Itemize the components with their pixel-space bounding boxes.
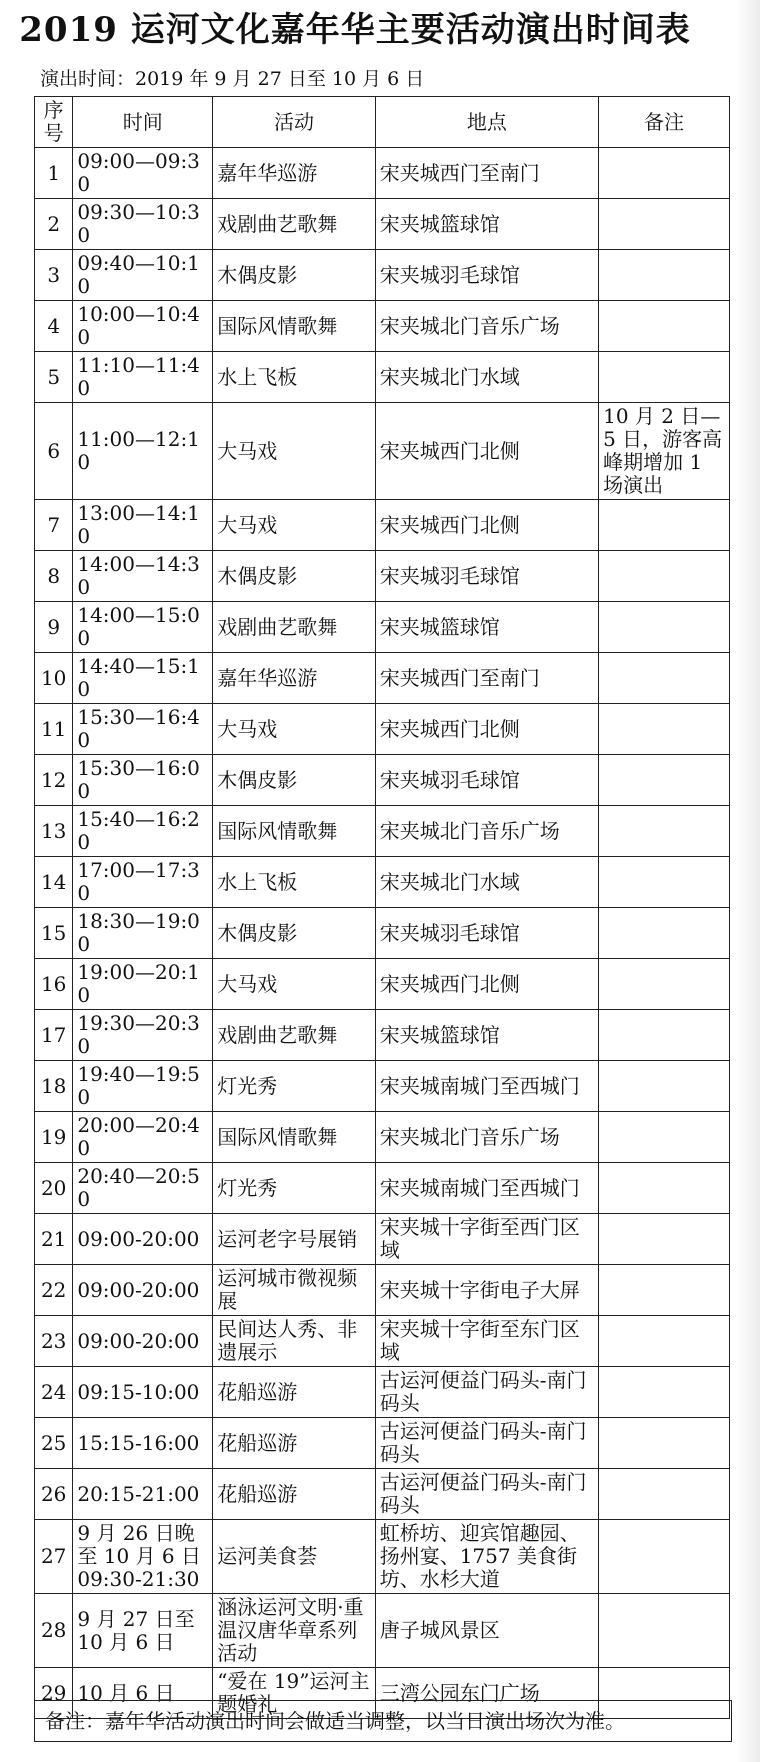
cell-location: 古运河便益门码头-南门码头 — [375, 1418, 598, 1469]
cell-location: 宋夹城北门音乐广场 — [375, 301, 598, 352]
table-row — [35, 301, 730, 352]
table-row — [35, 653, 730, 704]
cell-time: 14:00—14:30 — [73, 551, 213, 602]
cell-time: 11:00—12:10 — [73, 403, 213, 500]
header-time: 时间 — [73, 97, 213, 148]
table-row — [35, 1316, 730, 1367]
cell-location: 虹桥坊、迎宾馆趣园、扬州宴、1757 美食街坊、水杉大道 — [375, 1520, 598, 1594]
cell-location: 宋夹城西门北侧 — [375, 500, 598, 551]
cell-no: 2 — [35, 199, 73, 250]
cell-time: 15:30—16:40 — [73, 704, 213, 755]
cell-location: 宋夹城羽毛球馆 — [375, 551, 598, 602]
cell-no: 16 — [35, 959, 73, 1010]
table-row — [35, 551, 730, 602]
cell-remark — [599, 1418, 730, 1469]
cell-time: 9 月 27 日至 10 月 6 日 — [73, 1594, 213, 1668]
cell-location: 宋夹城篮球馆 — [375, 1010, 598, 1061]
cell-time: 10 月 6 日 — [73, 1668, 213, 1719]
cell-time: 15:40—16:20 — [73, 806, 213, 857]
cell-time: 15:15-16:00 — [73, 1418, 213, 1469]
cell-remark — [599, 602, 730, 653]
table-row — [35, 1061, 730, 1112]
cell-location: 宋夹城西门北侧 — [375, 959, 598, 1010]
cell-remark: 10 月 2 日—5 日，游客高峰期增加 1 场演出 — [599, 403, 730, 500]
cell-remark — [599, 301, 730, 352]
cell-location: 宋夹城北门水域 — [375, 857, 598, 908]
cell-activity: 大马戏 — [213, 500, 375, 551]
cell-time: 14:40—15:10 — [73, 653, 213, 704]
table-row — [35, 1265, 730, 1316]
cell-remark — [599, 959, 730, 1010]
cell-no: 15 — [35, 908, 73, 959]
cell-remark — [599, 250, 730, 301]
cell-no: 11 — [35, 704, 73, 755]
cell-no: 5 — [35, 352, 73, 403]
table-row — [35, 1520, 730, 1594]
cell-time: 20:15-21:00 — [73, 1469, 213, 1520]
table-row — [35, 602, 730, 653]
table-row — [35, 1594, 730, 1668]
table-row — [35, 1112, 730, 1163]
cell-location: 宋夹城篮球馆 — [375, 199, 598, 250]
cell-remark — [599, 806, 730, 857]
table-row — [35, 1010, 730, 1061]
header-location: 地点 — [375, 97, 598, 148]
cell-remark — [599, 199, 730, 250]
table-row — [35, 1469, 730, 1520]
cell-location: 宋夹城西门北侧 — [375, 704, 598, 755]
cell-remark — [599, 908, 730, 959]
cell-time: 20:40—20:50 — [73, 1163, 213, 1214]
cell-location: 宋夹城十字街至西门区域 — [375, 1214, 598, 1265]
cell-no: 17 — [35, 1010, 73, 1061]
cell-location: 宋夹城十字街电子大屏 — [375, 1265, 598, 1316]
performance-period: 演出时间：2019 年 9 月 27 日至 10 月 6 日 — [40, 68, 425, 90]
cell-activity: 花船巡游 — [213, 1469, 375, 1520]
table-row — [35, 500, 730, 551]
cell-no: 4 — [35, 301, 73, 352]
cell-location: 古运河便益门码头-南门码头 — [375, 1367, 598, 1418]
cell-activity: 戏剧曲艺歌舞 — [213, 602, 375, 653]
cell-activity: “爱在 19”运河主题婚礼 — [213, 1668, 375, 1719]
cell-no: 1 — [35, 148, 73, 199]
table-row — [35, 1214, 730, 1265]
cell-activity: 涵泳运河文明·重温汉唐华章系列活动 — [213, 1594, 375, 1668]
cell-location: 宋夹城篮球馆 — [375, 602, 598, 653]
cell-time: 19:30—20:30 — [73, 1010, 213, 1061]
cell-location: 唐子城风景区 — [375, 1594, 598, 1668]
cell-location: 宋夹城北门音乐广场 — [375, 806, 598, 857]
cell-activity: 花船巡游 — [213, 1418, 375, 1469]
table-row — [35, 352, 730, 403]
cell-remark — [599, 1061, 730, 1112]
cell-time: 09:40—10:10 — [73, 250, 213, 301]
cell-time: 20:00—20:40 — [73, 1112, 213, 1163]
cell-location: 宋夹城南城门至西城门 — [375, 1163, 598, 1214]
header-no: 序号 — [35, 97, 73, 148]
cell-no: 26 — [35, 1469, 73, 1520]
table-row — [35, 908, 730, 959]
cell-time: 9 月 26 日晚至 10 月 6 日 09:30-21:30 — [73, 1520, 213, 1594]
table-row — [35, 959, 730, 1010]
cell-activity: 大马戏 — [213, 403, 375, 500]
cell-no: 9 — [35, 602, 73, 653]
cell-no: 10 — [35, 653, 73, 704]
cell-activity: 嘉年华巡游 — [213, 653, 375, 704]
cell-remark — [599, 1367, 730, 1418]
cell-activity: 水上飞板 — [213, 857, 375, 908]
cell-location: 宋夹城西门至南门 — [375, 148, 598, 199]
cell-time: 15:30—16:00 — [73, 755, 213, 806]
table-row — [35, 403, 730, 500]
cell-no: 21 — [35, 1214, 73, 1265]
header-remark: 备注 — [599, 97, 730, 148]
cell-time: 09:00—09:30 — [73, 148, 213, 199]
cell-remark — [599, 1010, 730, 1061]
cell-no: 12 — [35, 755, 73, 806]
cell-activity: 大马戏 — [213, 959, 375, 1010]
table-header-row — [35, 97, 730, 148]
cell-no: 27 — [35, 1520, 73, 1594]
cell-remark — [599, 755, 730, 806]
cell-remark — [599, 1163, 730, 1214]
cell-time: 09:00-20:00 — [73, 1265, 213, 1316]
cell-time: 14:00—15:00 — [73, 602, 213, 653]
footer-note: 备注：嘉年华活动演出时间会做适当调整，以当日演出场次为准。 — [34, 1700, 732, 1742]
cell-time: 09:00-20:00 — [73, 1316, 213, 1367]
cell-location: 宋夹城羽毛球馆 — [375, 250, 598, 301]
cell-location: 宋夹城十字街至东门区域 — [375, 1316, 598, 1367]
cell-no: 29 — [35, 1668, 73, 1719]
cell-no: 3 — [35, 250, 73, 301]
cell-time: 11:10—11:40 — [73, 352, 213, 403]
cell-time: 09:00-20:00 — [73, 1214, 213, 1265]
cell-activity: 民间达人秀、非遗展示 — [213, 1316, 375, 1367]
cell-activity: 大马戏 — [213, 704, 375, 755]
cell-time: 17:00—17:30 — [73, 857, 213, 908]
cell-activity: 国际风情歌舞 — [213, 806, 375, 857]
schedule-table — [34, 96, 730, 1719]
cell-no: 18 — [35, 1061, 73, 1112]
cell-activity: 木偶皮影 — [213, 755, 375, 806]
cell-location: 宋夹城西门北侧 — [375, 403, 598, 500]
cell-location: 宋夹城西门至南门 — [375, 653, 598, 704]
cell-location: 宋夹城羽毛球馆 — [375, 908, 598, 959]
table-row — [35, 806, 730, 857]
cell-activity: 嘉年华巡游 — [213, 148, 375, 199]
cell-no: 22 — [35, 1265, 73, 1316]
cell-remark — [599, 1316, 730, 1367]
header-activity: 活动 — [213, 97, 375, 148]
cell-no: 6 — [35, 403, 73, 500]
cell-time: 09:30—10:30 — [73, 199, 213, 250]
cell-location: 古运河便益门码头-南门码头 — [375, 1469, 598, 1520]
cell-location: 宋夹城南城门至西城门 — [375, 1061, 598, 1112]
cell-location: 宋夹城北门水域 — [375, 352, 598, 403]
table-row — [35, 704, 730, 755]
cell-remark — [599, 857, 730, 908]
table-row — [35, 199, 730, 250]
cell-activity: 戏剧曲艺歌舞 — [213, 199, 375, 250]
cell-remark — [599, 352, 730, 403]
cell-time: 19:40—19:50 — [73, 1061, 213, 1112]
cell-no: 19 — [35, 1112, 73, 1163]
cell-location: 宋夹城北门音乐广场 — [375, 1112, 598, 1163]
table-row — [35, 1163, 730, 1214]
page-edge-shadow — [736, 0, 760, 1762]
cell-no: 7 — [35, 500, 73, 551]
cell-location: 三湾公园东门广场 — [375, 1668, 598, 1719]
table-row — [35, 1367, 730, 1418]
cell-remark — [599, 1594, 730, 1668]
cell-remark — [599, 148, 730, 199]
cell-activity: 灯光秀 — [213, 1061, 375, 1112]
cell-no: 14 — [35, 857, 73, 908]
cell-activity: 木偶皮影 — [213, 551, 375, 602]
table-row — [35, 1418, 730, 1469]
cell-activity: 灯光秀 — [213, 1163, 375, 1214]
table-row — [35, 148, 730, 199]
cell-location: 宋夹城羽毛球馆 — [375, 755, 598, 806]
cell-remark — [599, 500, 730, 551]
cell-activity: 国际风情歌舞 — [213, 1112, 375, 1163]
cell-time: 18:30—19:00 — [73, 908, 213, 959]
cell-remark — [599, 1265, 730, 1316]
cell-remark — [599, 1469, 730, 1520]
cell-no: 25 — [35, 1418, 73, 1469]
cell-time: 10:00—10:40 — [73, 301, 213, 352]
cell-remark — [599, 551, 730, 602]
cell-remark — [599, 1214, 730, 1265]
table-row — [35, 250, 730, 301]
cell-activity: 花船巡游 — [213, 1367, 375, 1418]
table-row — [35, 755, 730, 806]
cell-no: 23 — [35, 1316, 73, 1367]
cell-time: 09:15-10:00 — [73, 1367, 213, 1418]
cell-no: 13 — [35, 806, 73, 857]
cell-time: 13:00—14:10 — [73, 500, 213, 551]
cell-no: 8 — [35, 551, 73, 602]
schedule-body — [35, 148, 730, 1719]
cell-activity: 运河城市微视频展 — [213, 1265, 375, 1316]
cell-remark — [599, 1520, 730, 1594]
cell-activity: 木偶皮影 — [213, 908, 375, 959]
table-row — [35, 857, 730, 908]
cell-remark — [599, 704, 730, 755]
cell-activity: 木偶皮影 — [213, 250, 375, 301]
cell-no: 28 — [35, 1594, 73, 1668]
cell-remark — [599, 1112, 730, 1163]
cell-activity: 运河老字号展销 — [213, 1214, 375, 1265]
cell-time: 19:00—20:10 — [73, 959, 213, 1010]
cell-remark — [599, 653, 730, 704]
page-title: 2019 运河文化嘉年华主要活动演出时间表 — [19, 10, 691, 50]
cell-activity: 运河美食荟 — [213, 1520, 375, 1594]
cell-no: 24 — [35, 1367, 73, 1418]
cell-activity: 水上飞板 — [213, 352, 375, 403]
cell-no: 20 — [35, 1163, 73, 1214]
cell-activity: 戏剧曲艺歌舞 — [213, 1010, 375, 1061]
cell-activity: 国际风情歌舞 — [213, 301, 375, 352]
